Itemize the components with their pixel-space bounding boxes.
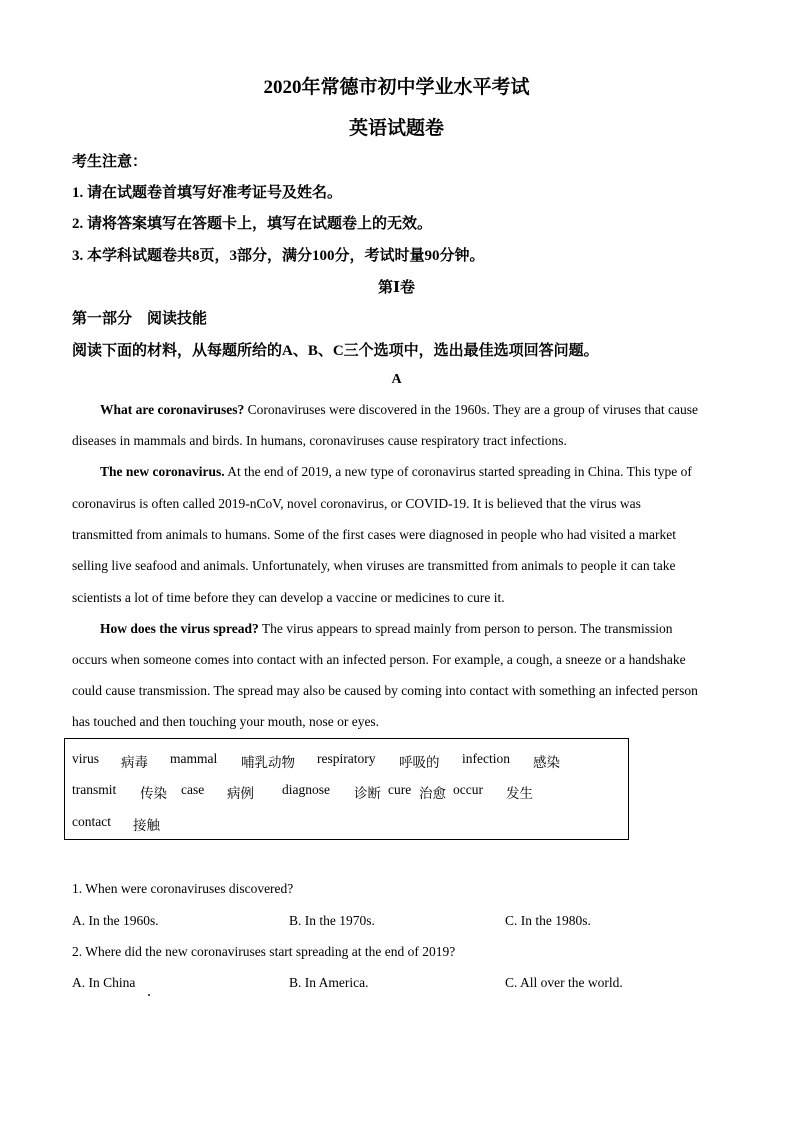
exam-title: 2020年常德市初中学业水平考试 [263, 77, 530, 98]
vocabulary-box [64, 738, 629, 840]
passage-line: occurs when someone comes into contact with an infected person. For example, a cough, a sneeze or a handshake [72, 652, 686, 667]
notice-item: 2. 请将答案填写在答题卡上，填写在试题卷上的无效。 [72, 216, 433, 232]
vocab-word: infection [462, 751, 510, 766]
notice-item: 1. 请在试题卷首填写好准考证号及姓名。 [72, 185, 343, 201]
vocab-meaning: 接触 [133, 818, 160, 833]
option-c: C. All over the world. [505, 975, 623, 990]
vocab-meaning: 呼吸的 [399, 755, 440, 770]
passage-line: could cause transmission. The spread may also be caused by coming into contact with something an infected person [72, 683, 698, 698]
vocab-meaning: 病例 [227, 786, 254, 801]
volume-heading: 第Ⅰ卷 [377, 280, 416, 296]
option-c: C. In the 1980s. [505, 913, 591, 928]
vocab-meaning: 感染 [533, 755, 560, 770]
vocab-meaning: 病毒 [121, 755, 148, 770]
option-a: A. In China [72, 975, 136, 990]
vocab-meaning: 诊断 [354, 786, 381, 801]
passage-line: coronavirus is often called 2019-nCoV, novel coronavirus, or COVID-19. It is believed that the virus was [72, 496, 641, 511]
vocab-word: cure [388, 782, 412, 797]
stray-dot [148, 994, 150, 996]
passage-line: has touched and then touching your mouth, nose or eyes. [72, 714, 380, 729]
vocab-meaning: 传染 [140, 786, 167, 801]
passage-line: selling live seafood and animals. Unfortunately, when viruses are transmitted from animals to people it can take [72, 558, 676, 573]
passage-line: The new coronavirus. At the end of 2019, a new type of coronavirus started spreading in China. This type of [100, 464, 692, 479]
vocab-word: diagnose [282, 782, 330, 797]
exam-subtitle: 英语试题卷 [348, 118, 444, 139]
vocab-word: transmit [72, 782, 117, 797]
option-a: A. In the 1960s. [72, 913, 159, 928]
passage-line: diseases in mammals and birds. In humans, coronaviruses cause respiratory tract infections. [72, 433, 567, 448]
question-stem: 2. Where did the new coronaviruses start spreading at the end of 2019? [72, 944, 456, 959]
option-b: B. In the 1970s. [289, 913, 375, 928]
passage-line: scientists a lot of time before they can develop a vaccine or medicines to cure it. [72, 590, 505, 605]
passage-label: A [391, 372, 402, 387]
passage-line: How does the virus spread? The virus appears to spread mainly from person to person. The transmission [100, 621, 673, 636]
notice-heading: 考生注意： [72, 154, 148, 170]
vocab-word: respiratory [317, 751, 376, 766]
vocab-meaning: 发生 [506, 786, 533, 801]
passage-line: What are coronaviruses? Coronaviruses were discovered in the 1960s. They are a group of viruses that cause [100, 402, 698, 417]
option-b: B. In America. [289, 975, 369, 990]
vocab-meaning: 哺乳动物 [241, 755, 295, 770]
part-heading: 第一部分 阅读技能 [72, 311, 208, 327]
vocab-word: contact [72, 814, 111, 829]
vocab-word: virus [72, 751, 99, 766]
instruction: 阅读下面的材料，从每题所给的A、B、C三个选项中，选出最佳选项回答问题。 [72, 343, 599, 359]
vocab-word: occur [453, 782, 483, 797]
vocab-meaning: 治愈 [419, 786, 446, 801]
passage-line: transmitted from animals to humans. Some of the first cases were diagnosed in people who had visited a market [72, 527, 676, 542]
vocab-word: case [181, 782, 205, 797]
notice-item: 3. 本学科试题卷共8页，3部分，满分100分，考试时量90分钟。 [72, 248, 485, 264]
vocab-word: mammal [170, 751, 218, 766]
question-stem: 1. When were coronaviruses discovered? [72, 881, 294, 896]
